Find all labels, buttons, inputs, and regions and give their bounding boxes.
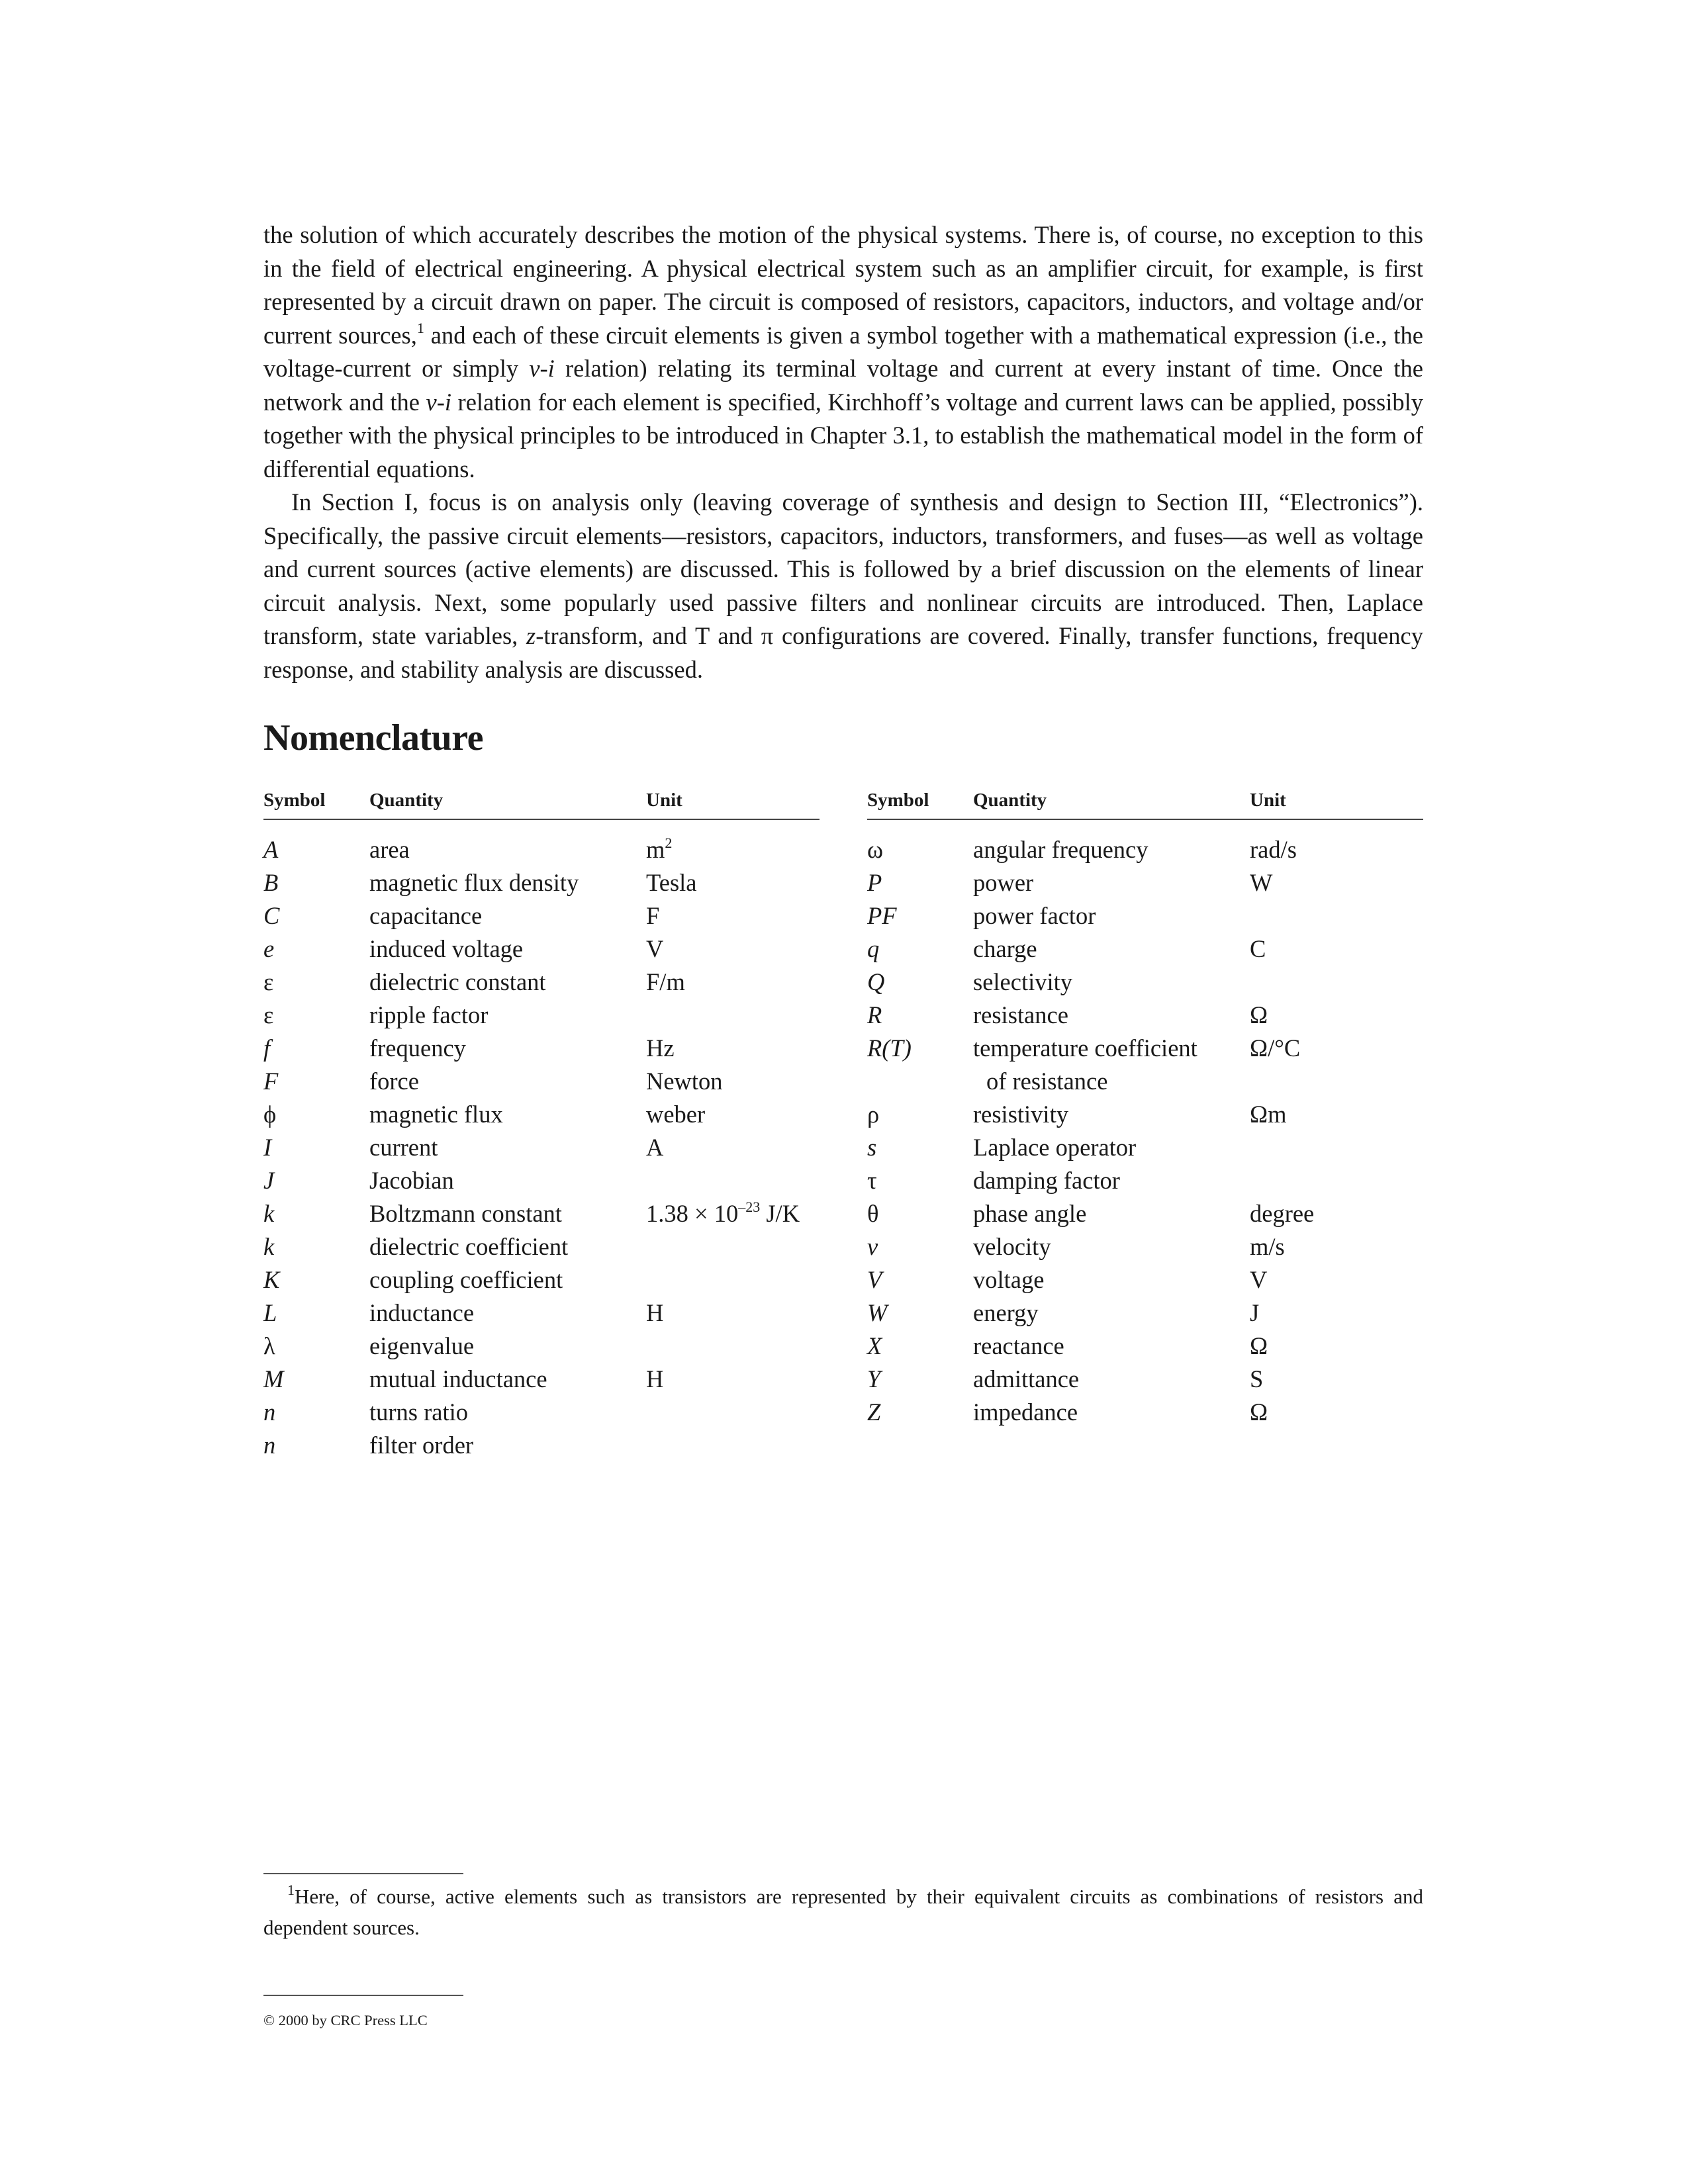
unit-cell (1250, 999, 1423, 1032)
vi-symbol: v-i (529, 355, 555, 382)
table-row (263, 966, 820, 999)
table-row (263, 1032, 820, 1065)
quantity-cell (369, 1032, 646, 1065)
symbol-cell: k (263, 1200, 275, 1227)
quantity-cell (973, 999, 1250, 1032)
header-quantity: Quantity (369, 790, 444, 811)
quantity-text: coupling coefficient (369, 1266, 563, 1293)
table-row (263, 1396, 820, 1429)
symbol-cell: M (263, 1365, 284, 1392)
symbol-cell: ρ (867, 1101, 880, 1128)
quantity-text: frequency (369, 1034, 466, 1062)
symbol-cell: τ (867, 1167, 877, 1194)
footnote-rule (263, 1873, 463, 1874)
quantity-text: power (973, 869, 1034, 896)
quantity-cell (973, 866, 1250, 899)
unit-cell (646, 999, 820, 1032)
symbol-cell: W (867, 1299, 888, 1326)
unit-cell (1250, 1330, 1423, 1363)
unit-cell (646, 1065, 820, 1098)
symbol-cell: λ (263, 1332, 275, 1359)
quantity-cell (369, 1330, 646, 1363)
table-row (263, 999, 820, 1032)
copyright-rule (263, 1995, 463, 1996)
symbol-cell: R (867, 1001, 882, 1028)
table-row (263, 1230, 820, 1263)
table-row (867, 1330, 1423, 1363)
quantity-cell (369, 933, 646, 966)
unit-cell (646, 1197, 820, 1230)
quantity-cell (973, 833, 1250, 866)
quantity-cell (973, 1032, 1250, 1098)
unit-text: Ω/°C (1250, 1034, 1301, 1062)
symbol-cell: v (867, 1233, 878, 1260)
quantity-text: impedance (973, 1398, 1078, 1426)
table-row (867, 1098, 1423, 1131)
unit-cell (1250, 1263, 1423, 1297)
unit-text: 1.38 × 10 (646, 1200, 739, 1227)
symbol-cell: P (867, 869, 882, 896)
unit-cell (646, 1131, 820, 1164)
unit-cell (646, 1164, 820, 1197)
quantity-cell (973, 1263, 1250, 1297)
symbol-cell: Z (867, 1398, 881, 1426)
unit-text: A (646, 1134, 664, 1161)
quantity-text: ripple factor (369, 1001, 489, 1028)
unit-cell (646, 933, 820, 966)
unit-cell (646, 1263, 820, 1297)
symbol-cell: Y (867, 1365, 881, 1392)
quantity-text: charge (973, 935, 1037, 962)
unit-cell (646, 866, 820, 899)
quantity-cell (369, 1396, 646, 1429)
unit-text: H (646, 1365, 664, 1392)
symbol-cell: X (867, 1332, 882, 1359)
quantity-cell (973, 1197, 1250, 1230)
unit-superscript: 2 (665, 834, 673, 851)
table-row (867, 1363, 1423, 1396)
unit-text: Hz (646, 1034, 675, 1062)
quantity-cell (973, 1363, 1250, 1396)
unit-text: m/s (1250, 1233, 1285, 1260)
symbol-cell: V (867, 1266, 882, 1293)
table-row (263, 1330, 820, 1363)
symbol-cell: θ (867, 1200, 879, 1227)
quantity-cell (973, 1131, 1250, 1164)
table-row (867, 866, 1423, 899)
quantity-cell (369, 1429, 646, 1462)
table-row (263, 1197, 820, 1230)
unit-cell (1250, 1363, 1423, 1396)
paragraph-1 (263, 218, 1423, 486)
table-row (263, 833, 820, 866)
quantity-text: mutual inductance (369, 1365, 547, 1392)
table-row (867, 999, 1423, 1032)
unit-cell (1250, 1032, 1423, 1098)
quantity-cell (369, 1197, 646, 1230)
quantity-text: resistivity (973, 1101, 1068, 1128)
quantity-cell (369, 833, 646, 866)
table-row (263, 1164, 820, 1197)
quantity-text: dielectric coefficient (369, 1233, 569, 1260)
footnote-marker: 1 (287, 1881, 295, 1898)
quantity-text: force (369, 1068, 419, 1095)
unit-text: Ω (1250, 1332, 1268, 1359)
quantity-text-line2: of resistance (986, 1068, 1108, 1095)
quantity-cell (973, 1396, 1250, 1429)
unit-text: m (646, 836, 665, 863)
quantity-cell (369, 899, 646, 933)
symbol-cell: A (263, 836, 279, 863)
unit-cell (646, 1230, 820, 1263)
symbol-cell: I (263, 1134, 272, 1161)
unit-cell (646, 1429, 820, 1462)
table-row (263, 899, 820, 933)
table-row (867, 1263, 1423, 1297)
paragraph-2 (263, 486, 1423, 686)
z-symbol: z (526, 622, 536, 649)
table-row (867, 1131, 1423, 1164)
quantity-cell (369, 1363, 646, 1396)
quantity-cell (369, 1230, 646, 1263)
quantity-text: inductance (369, 1299, 475, 1326)
unit-text-tail: J/K (760, 1200, 800, 1227)
symbol-cell: C (263, 902, 280, 929)
quantity-cell (369, 1263, 646, 1297)
table-row (867, 1230, 1423, 1263)
unit-cell (646, 899, 820, 933)
table-row (263, 1131, 820, 1164)
unit-text: Newton (646, 1068, 723, 1095)
quantity-text: angular frequency (973, 836, 1149, 863)
quantity-cell (369, 999, 646, 1032)
table-header (867, 790, 1423, 820)
unit-text: F (646, 902, 660, 929)
vi-symbol: v-i (426, 388, 451, 416)
quantity-cell (973, 966, 1250, 999)
unit-cell (646, 1297, 820, 1330)
unit-cell (646, 966, 820, 999)
unit-cell (646, 833, 820, 866)
unit-cell (1250, 1396, 1423, 1429)
quantity-text: Boltzmann constant (369, 1200, 562, 1227)
paragraph-1-part-c: relation) relating its terminal voltage and current at every instant of time. Once the network and the (263, 355, 1423, 416)
unit-text: Ωm (1250, 1101, 1287, 1128)
unit-text: Ω (1250, 1398, 1268, 1426)
quantity-text: Jacobian (369, 1167, 454, 1194)
quantity-cell (369, 866, 646, 899)
table-row (263, 1263, 820, 1297)
quantity-text: induced voltage (369, 935, 524, 962)
quantity-text: velocity (973, 1233, 1051, 1260)
quantity-cell (973, 1230, 1250, 1263)
quantity-text: admittance (973, 1365, 1080, 1392)
symbol-cell: R(T) (867, 1034, 912, 1062)
paragraph-1-part-b: and each of these circuit elements is given a symbol together with a mathematical expression (i.e., the voltage-current or simply (263, 321, 1423, 382)
quantity-text: damping factor (973, 1167, 1120, 1194)
header-symbol: Symbol (263, 790, 326, 811)
quantity-cell (369, 1131, 646, 1164)
table-row (867, 899, 1423, 933)
unit-cell (1250, 933, 1423, 966)
unit-cell (646, 1396, 820, 1429)
unit-text: weber (646, 1101, 706, 1128)
symbol-cell: e (263, 935, 275, 962)
table-row (867, 1164, 1423, 1197)
quantity-text: phase angle (973, 1200, 1087, 1227)
copyright: © 2000 by CRC Press LLC (263, 2012, 428, 2028)
quantity-cell (973, 1330, 1250, 1363)
table-header (263, 790, 820, 820)
unit-text: C (1250, 935, 1266, 962)
table-row (263, 933, 820, 966)
quantity-cell (369, 1098, 646, 1131)
paragraph-1-part-a: the solution of which accurately describes the motion of the physical systems. There is, of course, no exception to this in the field of electrical engineering. A physical electrical system such as an amplifier circuit, for example, is first represented by a circuit drawn on paper. The circuit is composed of resistors, capacitors, inductors, and voltage and/or current sources, (263, 221, 1423, 349)
unit-superscript: –23 (738, 1198, 761, 1215)
symbol-cell: ε (263, 968, 274, 995)
table-row (867, 1297, 1423, 1330)
unit-cell (646, 1363, 820, 1396)
unit-text: W (1250, 869, 1273, 896)
symbol-cell: ω (867, 836, 884, 863)
symbol-cell: k (263, 1233, 275, 1260)
symbol-cell: J (263, 1167, 275, 1194)
quantity-text: eigenvalue (369, 1332, 475, 1359)
symbol-cell: Q (867, 968, 885, 995)
unit-text: S (1250, 1365, 1264, 1392)
paragraph-2-part-a: In Section I, focus is on analysis only (leaving coverage of synthesis and design to Section III, “Electronics”). Specifically, the passive circuit elements—resistors, capacitors, inductors, transformers, and fuses—as well as voltage and current sources (active elements) are discussed. This is followed by a brief discussion on the elements of linear circuit analysis. Next, some popularly used passive filters and nonlinear circuits are introduced. Then, Laplace transform, state variables, (263, 488, 1423, 649)
unit-cell (1250, 1131, 1423, 1164)
symbol-cell: q (867, 935, 880, 962)
quantity-text: dielectric constant (369, 968, 546, 995)
nomenclature-table-right (867, 790, 1423, 1429)
quantity-text: turns ratio (369, 1398, 469, 1426)
footnote-text: Here, of course, active elements such as transistors are represented by their equivalent circuits as combinations of resistors and dependent sources. (263, 1885, 1423, 1939)
quantity-cell (973, 933, 1250, 966)
symbol-cell: F (263, 1068, 279, 1095)
symbol-cell: n (263, 1432, 276, 1459)
quantity-text: magnetic flux density (369, 869, 579, 896)
unit-cell (1250, 1098, 1423, 1131)
quantity-text: Laplace operator (973, 1134, 1137, 1161)
unit-cell (646, 1032, 820, 1065)
symbol-cell: s (867, 1134, 877, 1161)
table-row (263, 866, 820, 899)
quantity-cell (973, 1297, 1250, 1330)
quantity-cell (369, 1065, 646, 1098)
quantity-text: area (369, 836, 410, 863)
table-row (867, 1396, 1423, 1429)
header-unit: Unit (1250, 790, 1286, 811)
unit-cell (1250, 1230, 1423, 1263)
quantity-text: resistance (973, 1001, 1068, 1028)
header-unit: Unit (646, 790, 682, 811)
quantity-text: power factor (973, 902, 1096, 929)
table-row (867, 966, 1423, 999)
quantity-cell (369, 1164, 646, 1197)
unit-text: Tesla (646, 869, 697, 896)
table-row (263, 1065, 820, 1098)
header-quantity: Quantity (973, 790, 1047, 811)
table-row (263, 1297, 820, 1330)
table-body (867, 820, 1423, 1429)
symbol-cell: n (263, 1398, 276, 1426)
table-row (263, 1429, 820, 1462)
table-row (867, 933, 1423, 966)
quantity-cell (369, 1297, 646, 1330)
table-body (263, 820, 820, 1462)
table-row (263, 1363, 820, 1396)
table-row (263, 1098, 820, 1131)
symbol-cell: L (263, 1299, 277, 1326)
unit-text: V (1250, 1266, 1268, 1293)
unit-cell (1250, 1197, 1423, 1230)
symbol-cell: PF (867, 902, 897, 929)
paragraph-1-part-d: relation for each element is specified, Kirchhoff’s voltage and current laws can be applied, possibly together with the physical principles to be introduced in Chapter 3.1, to establish the mathematical model in the form of differential equations. (263, 388, 1423, 482)
symbol-cell: B (263, 869, 279, 896)
quantity-text: capacitance (369, 902, 483, 929)
unit-text: H (646, 1299, 664, 1326)
unit-cell (1250, 966, 1423, 999)
unit-text: rad/s (1250, 836, 1297, 863)
unit-text: degree (1250, 1200, 1315, 1227)
quantity-cell (973, 899, 1250, 933)
quantity-text: filter order (369, 1432, 474, 1459)
unit-cell (1250, 899, 1423, 933)
unit-text: V (646, 935, 664, 962)
header-symbol: Symbol (867, 790, 929, 811)
symbol-cell: ϕ (263, 1101, 277, 1128)
quantity-text: current (369, 1134, 438, 1161)
table-row (867, 833, 1423, 866)
footnote-ref: 1 (416, 320, 424, 337)
unit-cell (646, 1098, 820, 1131)
quantity-text: reactance (973, 1332, 1064, 1359)
quantity-text: voltage (973, 1266, 1045, 1293)
quantity-cell (369, 966, 646, 999)
nomenclature-table-left (263, 790, 820, 1462)
symbol-cell: f (263, 1034, 271, 1062)
unit-cell (1250, 833, 1423, 866)
unit-cell (1250, 1297, 1423, 1330)
unit-text: F/m (646, 968, 685, 995)
symbol-cell: ε (263, 1001, 274, 1028)
table-row (867, 1032, 1423, 1098)
unit-cell (1250, 1164, 1423, 1197)
body-text (263, 218, 1423, 686)
unit-text: J (1250, 1299, 1260, 1326)
quantity-cell (973, 1098, 1250, 1131)
unit-cell (646, 1330, 820, 1363)
section-title: Nomenclature (263, 717, 483, 758)
paragraph-2-part-b: -transform, and T and π configurations are covered. Finally, transfer functions, frequency response, and stability analysis are discussed. (263, 622, 1424, 683)
quantity-text: magnetic flux (369, 1101, 503, 1128)
symbol-cell: K (263, 1266, 280, 1293)
quantity-text: energy (973, 1299, 1039, 1326)
quantity-text: selectivity (973, 968, 1073, 995)
quantity-text: temperature coefficient (973, 1034, 1197, 1062)
footnote (263, 1881, 1423, 1943)
quantity-cell (973, 1164, 1250, 1197)
unit-text: Ω (1250, 1001, 1268, 1028)
table-row (867, 1197, 1423, 1230)
unit-cell (1250, 866, 1423, 899)
